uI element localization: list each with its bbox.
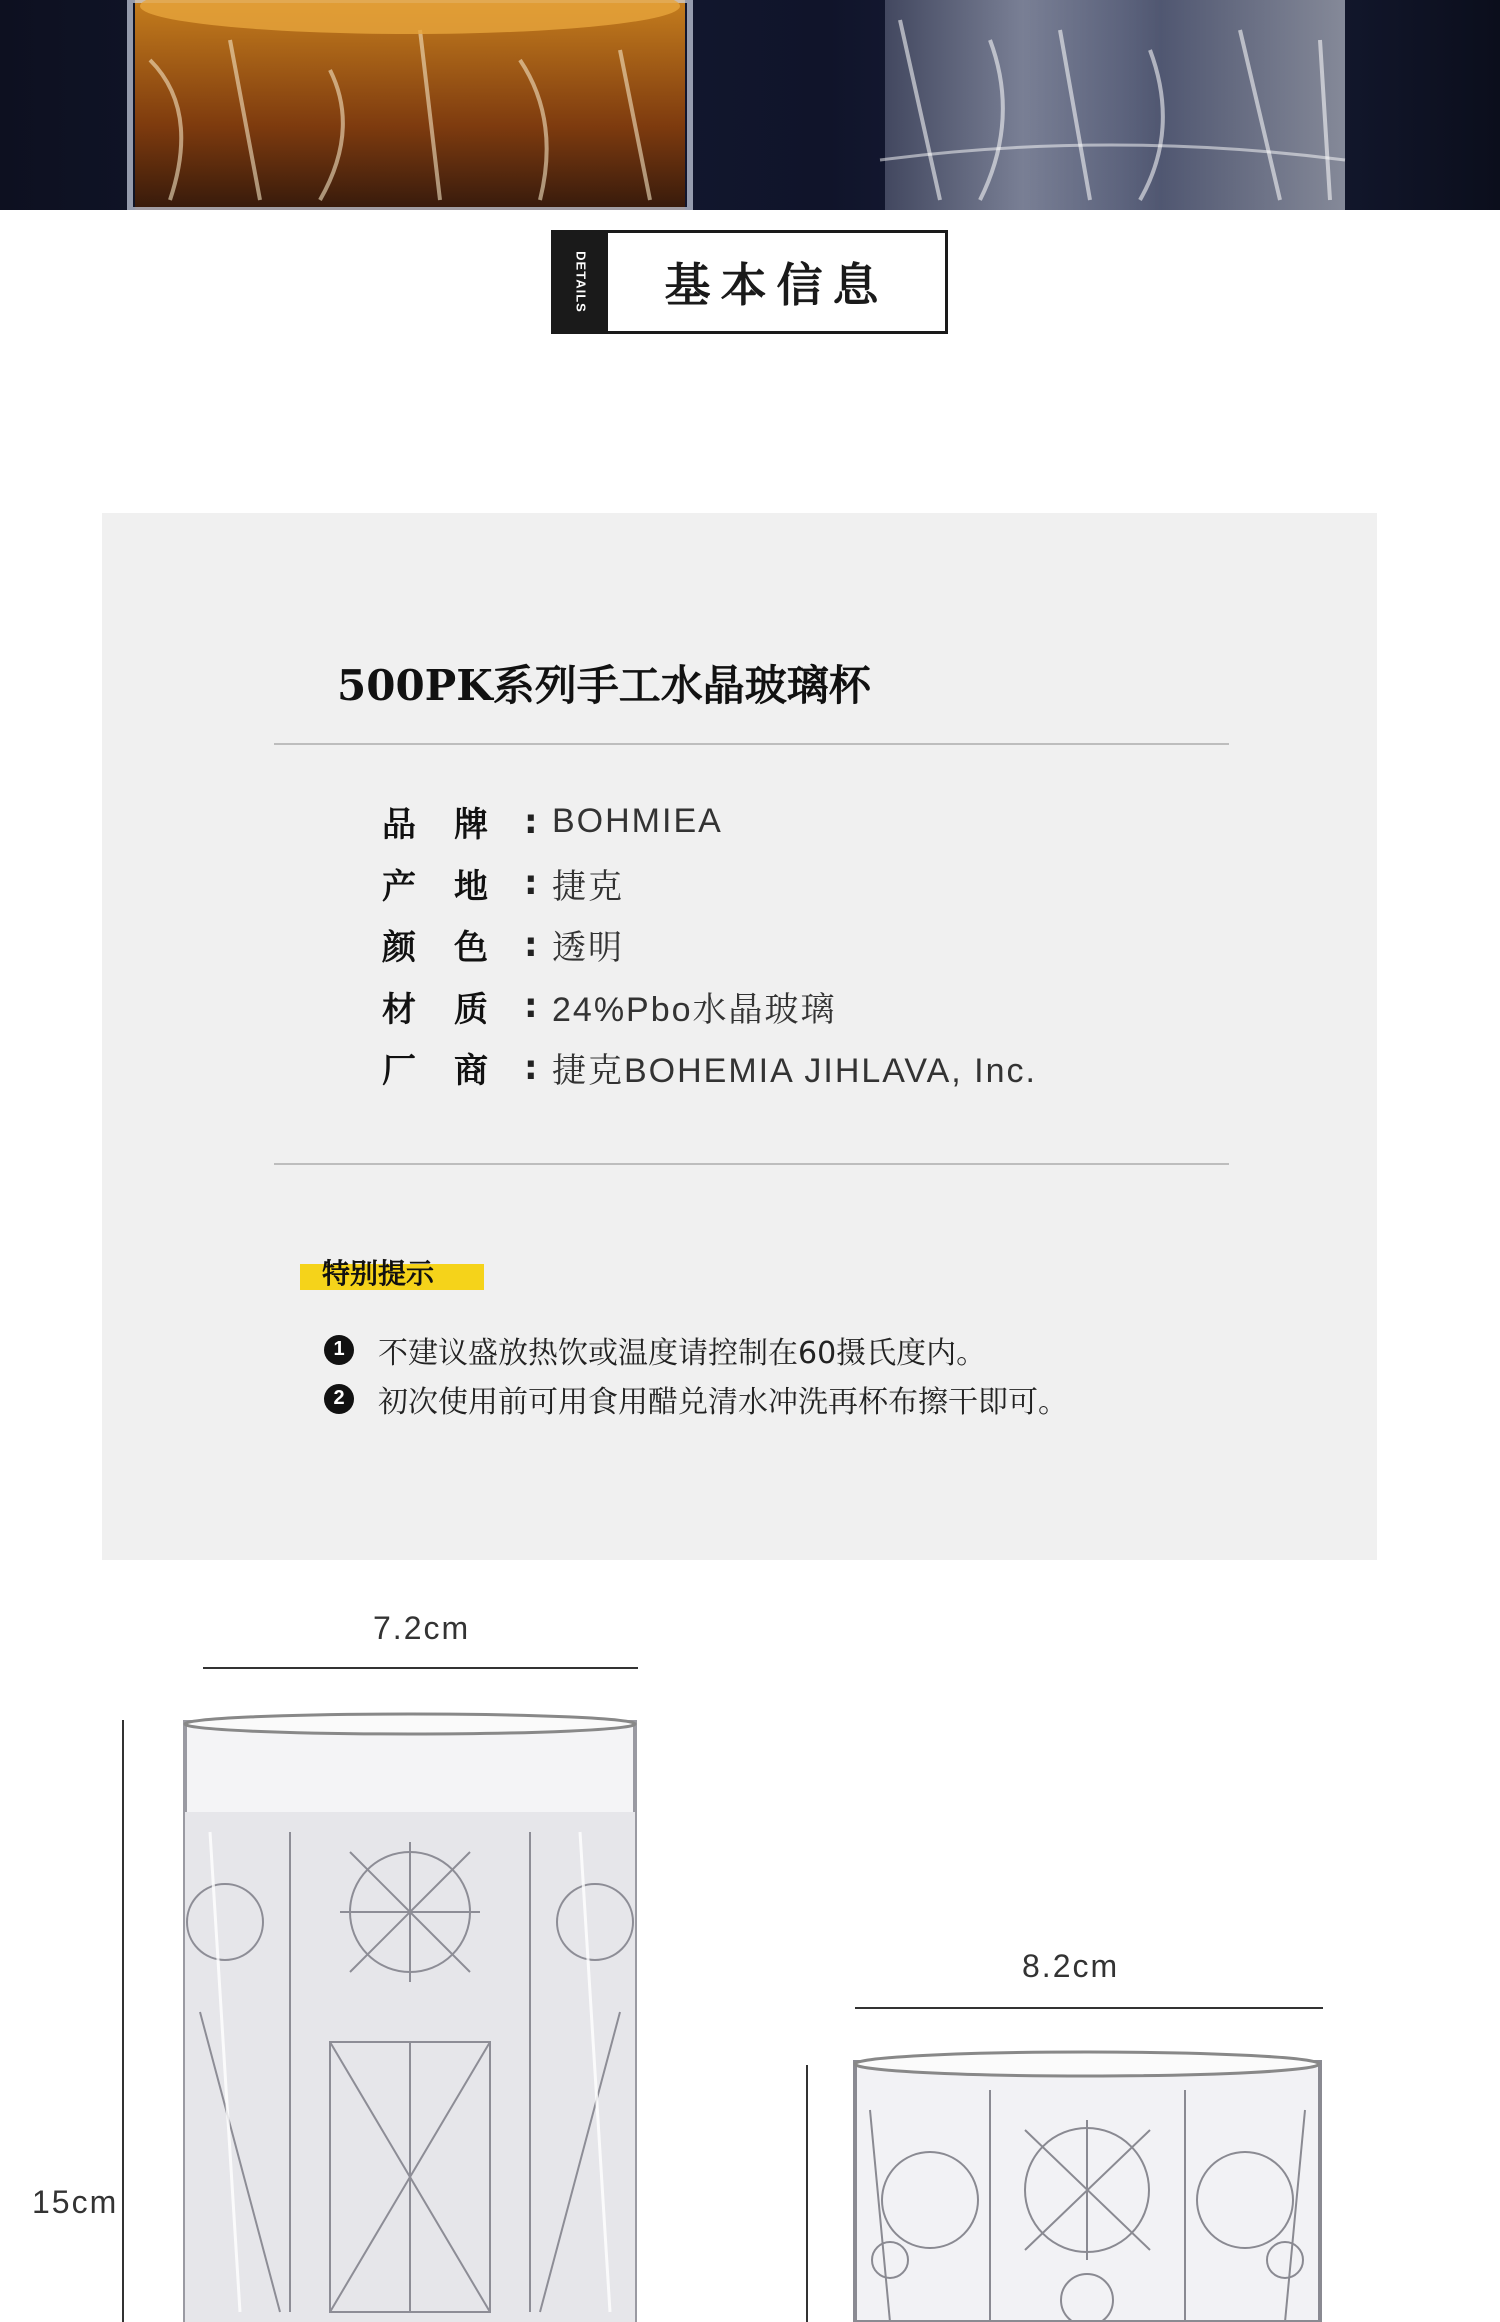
notice-badge [300, 1257, 484, 1290]
glass-a-width-line [203, 1667, 638, 1669]
info-panel [102, 513, 1377, 1560]
number-two-icon: 2 [324, 1384, 354, 1414]
spec-label: 产地 [382, 866, 526, 907]
spec-row-brand: 品牌 : BOHMIEA [382, 791, 1037, 853]
short-glass-illustration [850, 2050, 1325, 2322]
details-tag-label: DETAILS [573, 251, 589, 313]
details-tag [554, 233, 608, 331]
notice-text: 初次使用前可用食用醋兑清水冲洗再杯布擦干即可。 [378, 1384, 1068, 1420]
short-crystal-glass-image [850, 2050, 1325, 2322]
notice-text: 不建议盛放热饮或温度请控制在60摄氏度内。 [378, 1335, 987, 1371]
spec-row-color: 颜色 : 透明 [382, 914, 1037, 976]
notice-list [324, 1325, 1068, 1423]
divider-top [274, 743, 1229, 745]
spec-row-material: 材质 : 24%Pbo水晶玻璃 [382, 976, 1037, 1038]
number-one-icon: 1 [324, 1335, 354, 1365]
hero-photo [0, 0, 1500, 210]
spec-label: 颜色 [382, 928, 526, 969]
glass-b-width-line [855, 2007, 1323, 2009]
spec-value: 透明 [552, 929, 624, 968]
tall-glass-illustration [180, 1712, 640, 2322]
divider-bottom [274, 1163, 1229, 1165]
glass-a-height-label: 15cm [32, 2184, 119, 2220]
product-name: 500PK系列手工水晶玻璃杯 [337, 661, 871, 710]
section-title: 基本信息 [664, 258, 889, 312]
spec-label: 材质 [382, 989, 526, 1030]
spec-label: 品牌 [382, 805, 526, 846]
spec-value: 捷克 [552, 867, 624, 906]
notice-item [324, 1325, 1068, 1374]
notice-item [324, 1374, 1068, 1423]
spec-value: 捷克BOHEMIA JIHLAVA, Inc. [552, 1052, 1037, 1091]
spec-value: 24%Pbo水晶玻璃 [552, 990, 837, 1029]
glass-a-height-line [122, 1720, 124, 2322]
spec-row-manufacturer: 厂商 : 捷克BOHEMIA JIHLAVA, Inc. [382, 1037, 1037, 1099]
spec-value: BOHMIEA [552, 802, 723, 841]
glass-b-height-line [806, 2065, 808, 2322]
spec-row-origin: 产地 : 捷克 [382, 853, 1037, 915]
glass-b-width-label: 8.2cm [1022, 1948, 1120, 1984]
tall-crystal-glass-image [180, 1712, 640, 2322]
notice-title: 特别提示 [322, 1257, 435, 1290]
spec-list [382, 791, 1037, 1099]
spec-label: 厂商 [382, 1051, 526, 1092]
glass-a-width-label: 7.2cm [373, 1610, 471, 1646]
section-header [551, 230, 948, 334]
hero-glasses-illustration [0, 0, 1500, 210]
